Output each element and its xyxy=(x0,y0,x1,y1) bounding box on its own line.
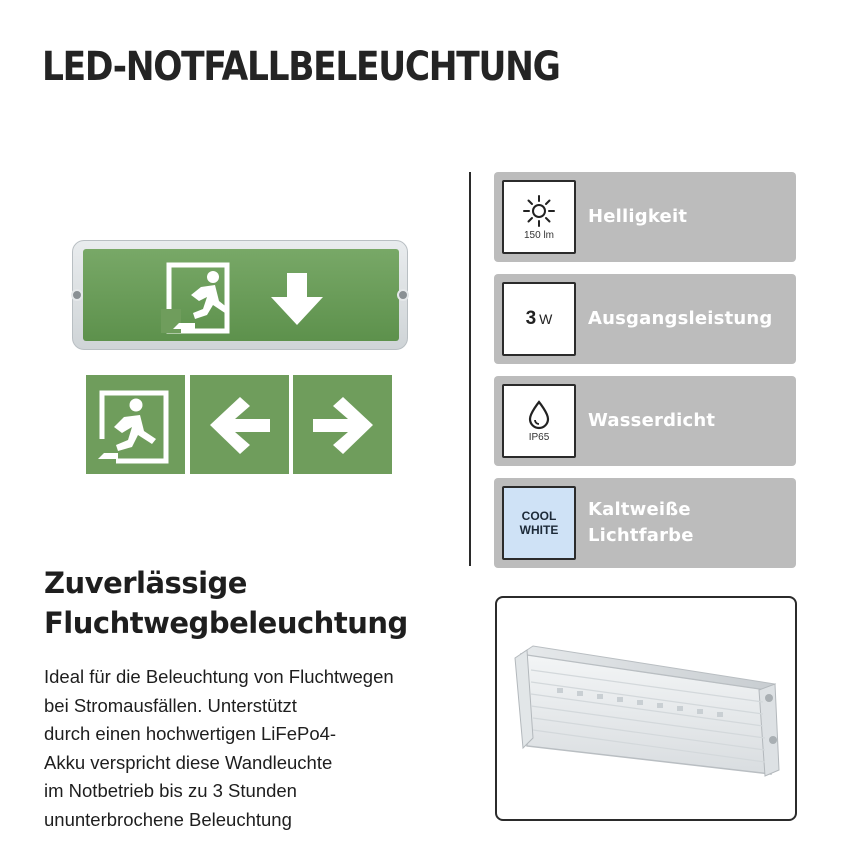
power-unit: W xyxy=(539,311,553,327)
label-line2: Lichtfarbe xyxy=(588,525,694,546)
feature-label xyxy=(588,478,788,568)
luminaire-green-panel xyxy=(83,249,399,341)
feature-label: Wasserdicht xyxy=(588,410,716,431)
page-title: LED-NOTFALLBELEUCHTUNG xyxy=(42,44,560,90)
brightness-caption: 150 lm xyxy=(523,229,554,241)
arrow-right-icon xyxy=(293,375,392,474)
feature-label: Helligkeit xyxy=(588,206,688,227)
cool-white-text xyxy=(520,509,559,537)
sign-arrow-left xyxy=(190,375,289,474)
feature-icon-box xyxy=(502,180,576,254)
feature-light-color xyxy=(494,478,796,568)
cool-text-line1: COOL xyxy=(521,509,557,523)
exit-sign-luminaire xyxy=(72,240,408,350)
feature-label: Ausgangsleistung xyxy=(588,308,773,329)
power-value xyxy=(526,308,553,330)
body-line: im Notbetrieb bis zu 3 Stunden xyxy=(44,780,297,801)
description-text xyxy=(44,663,474,834)
heading-line1: Zuverlässige xyxy=(44,566,247,600)
body-line: Ideal für die Beleuchtung von Fluchtwegen xyxy=(44,666,394,687)
heading-line2: Fluchtwegbeleuchtung xyxy=(44,606,408,640)
water-drop-icon xyxy=(526,400,552,430)
sign-arrow-right xyxy=(293,375,392,474)
vertical-divider xyxy=(469,172,471,566)
feature-brightness xyxy=(494,172,796,262)
body-line: durch einen hochwertigen LiFePo4- xyxy=(44,723,337,744)
waterproof-caption: IP65 xyxy=(528,431,550,443)
body-line: Akku verspricht diese Wandleuchte xyxy=(44,751,333,773)
running-man-exit-icon xyxy=(83,249,399,341)
power-number: 3 xyxy=(525,308,537,329)
screw-right xyxy=(397,289,409,301)
screw-left xyxy=(71,289,83,301)
label-line1: Kaltweiße xyxy=(588,499,691,520)
arrow-left-icon xyxy=(190,375,289,474)
wall-luminaire-image xyxy=(497,598,795,819)
body-line: ununterbrochene Beleuchtung xyxy=(44,808,292,830)
feature-power xyxy=(494,274,796,364)
product-photo-frame xyxy=(495,596,797,821)
sign-exit-person xyxy=(86,375,185,474)
section-heading xyxy=(44,563,474,643)
running-man-icon xyxy=(86,375,185,474)
body-line: bei Stromausfällen. Unterstützt xyxy=(44,694,297,716)
feature-icon-box xyxy=(502,282,576,356)
cool-text-line2: WHITE xyxy=(519,523,559,537)
color-swatch xyxy=(502,486,576,560)
arrow-down-icon xyxy=(267,271,327,327)
feature-icon-box xyxy=(502,384,576,458)
sun-icon xyxy=(522,194,556,228)
feature-waterproof xyxy=(494,376,796,466)
